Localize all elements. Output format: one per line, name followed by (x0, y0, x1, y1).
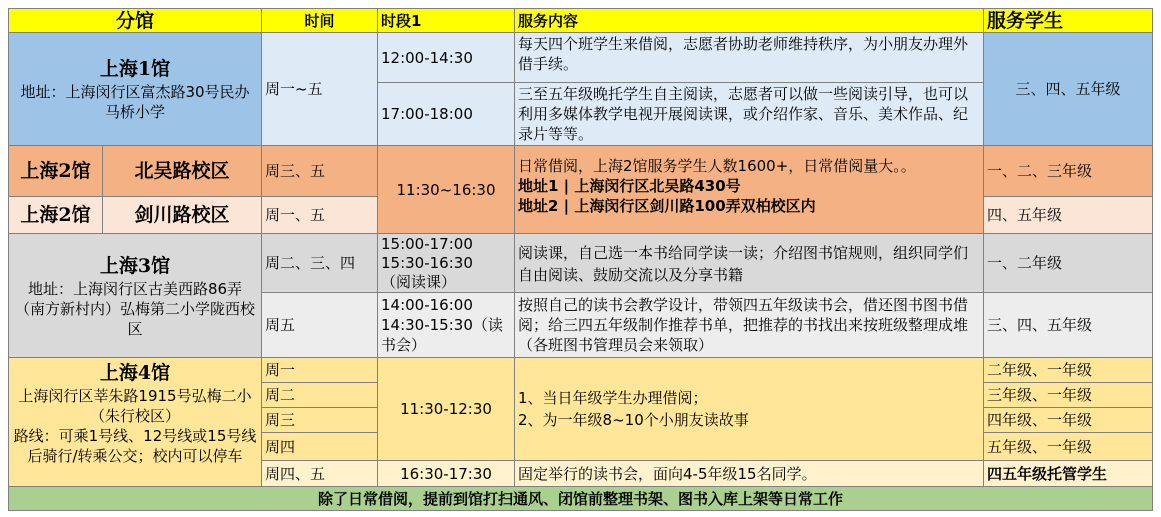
branch4-slot-last: 16:30-17:30 (377, 460, 515, 487)
branch4-day-4: 周四 (261, 432, 378, 461)
branch4-day-1: 周一 (261, 357, 378, 383)
header-branch: 分馆 (8, 8, 262, 33)
branch2-address1: 地址1 | 上海闵行区北吴路430号 (518, 177, 741, 195)
branch3-content-a-cell (514, 233, 984, 293)
branch1-slot-a: 12:00-14:30 (377, 32, 515, 83)
branch4-students-2: 三年级、一年级 (983, 382, 1153, 408)
branch3-cell (8, 233, 262, 358)
branch4-route: 路线：可乘1号线、12号线或15号线后骑行/转乘公交；校内可以停车 (13, 427, 257, 465)
branch2-slot: 11:30~16:30 (377, 145, 515, 234)
branch3-slot-b: 14:00-16:00 14:30-15:30（读书会） (381, 296, 503, 354)
branch2-content-cell (514, 145, 984, 234)
branch4-days-last: 周四、五 (261, 460, 378, 487)
branch4-students-4: 五年级、一年级 (983, 432, 1153, 461)
branch4-day-3: 周三 (261, 407, 378, 433)
branch1-content-b-cell (514, 82, 984, 146)
branch3-students-a: 一、二年级 (983, 233, 1153, 293)
branch1-students: 三、四、五年级 (983, 32, 1153, 146)
branch4-name: 上海4馆 (99, 362, 171, 384)
branch3-slot-a: 15:00-17:00 15:30-16:30 （阅读课） (381, 235, 473, 291)
branch1-cell (8, 32, 262, 146)
branch3-students-b: 三、四、五年级 (983, 292, 1153, 358)
branch2b-students: 四、五年级 (983, 196, 1153, 234)
branch3-content-a: 阅读课，自己选一本书给同学读一读；介绍图书馆规则，组织同学们自由阅读、鼓励交流以及分享书籍 (518, 244, 969, 284)
branch2a-name: 上海2馆 (8, 145, 103, 197)
branch4-content: 1、当日年级学生办理借阅； 2、为一年级8~10个小朋友读故事 (518, 389, 749, 429)
branch1-name: 上海1馆 (99, 58, 171, 80)
branch2-content-line1: 日常借阅，上海2馆服务学生人数1600+，日常借阅量大。。 (518, 157, 916, 175)
branch3-slot-a-cell (377, 233, 515, 293)
branch2a-students: 一、二、三年级 (983, 145, 1153, 197)
branch2a-campus: 北吴路校区 (102, 145, 262, 197)
branch2a-days: 周三、五 (261, 145, 378, 197)
footer-note: 除了日常借阅，提前到馆打扫通风、闭馆前整理书架、图书入库上架等日常工作 (8, 486, 1153, 511)
branch3-address: 地址：上海闵行区古美西路86弄（南方新村内）弘梅第二小学陇西校区 (14, 279, 255, 338)
branch2b-name: 上海2馆 (8, 196, 103, 234)
branch4-students-3: 四年级、一年级 (983, 407, 1153, 433)
branch4-content-last: 固定举行的读书会，面向4-5年级15名同学。 (514, 460, 984, 487)
branch4-day-2: 周二 (261, 382, 378, 408)
branch1-address: 地址：上海闵行区富杰路30号民办马桥小学 (20, 83, 250, 121)
branch1-content-a: 每天四个班学生来借阅，志愿者协助老师维持秩序，为小朋友办理外借手续。 (518, 35, 969, 73)
branch2b-campus: 剑川路校区 (102, 196, 262, 234)
branch3-days-b: 周五 (261, 292, 378, 358)
branch4-slot: 11:30-12:30 (377, 357, 515, 461)
branch4-students-1: 二年级、一年级 (983, 357, 1153, 383)
branch4-students-last: 四五年级托管学生 (983, 460, 1153, 487)
branch4-address: 上海闵行区莘朱路1915号弘梅二小（朱行校区） (18, 387, 252, 425)
header-time: 时间 (261, 8, 378, 33)
branch4-content-cell (514, 357, 984, 461)
header-students: 服务学生 (983, 8, 1153, 33)
branch1-days: 周一~五 (261, 32, 378, 146)
branch3-content-b: 按照自己的读书会教学设计，带领四五年级读书会，借还图书图书借阅；给三四五年级制作推荐书单，把推荐的书找出来按班级整理成堆（各班图书管理员会来领取） (518, 296, 969, 354)
branch3-days-a: 周二、三、四 (261, 233, 378, 293)
branch1-slot-b: 17:00-18:00 (377, 82, 515, 146)
branch1-content-a-cell (514, 32, 984, 83)
branch4-cell (8, 357, 262, 487)
header-content: 服务内容 (514, 8, 984, 33)
branch3-name: 上海3馆 (99, 254, 171, 277)
branch1-content-b: 三至五年级晚托学生自主阅读，志愿者可以做一些阅读引导，也可以利用多媒体教学电视开展阅读课，或介绍作家、音乐、美术作品、纪录片等等。 (518, 85, 969, 143)
branch3-content-b-cell (514, 292, 984, 358)
branch3-slot-b-cell (377, 292, 515, 358)
header-slot: 时段1 (377, 8, 515, 33)
branch2b-days: 周一、五 (261, 196, 378, 234)
branch2-address2: 地址2 | 上海闵行区剑川路100弄双柏校区内 (518, 197, 816, 215)
